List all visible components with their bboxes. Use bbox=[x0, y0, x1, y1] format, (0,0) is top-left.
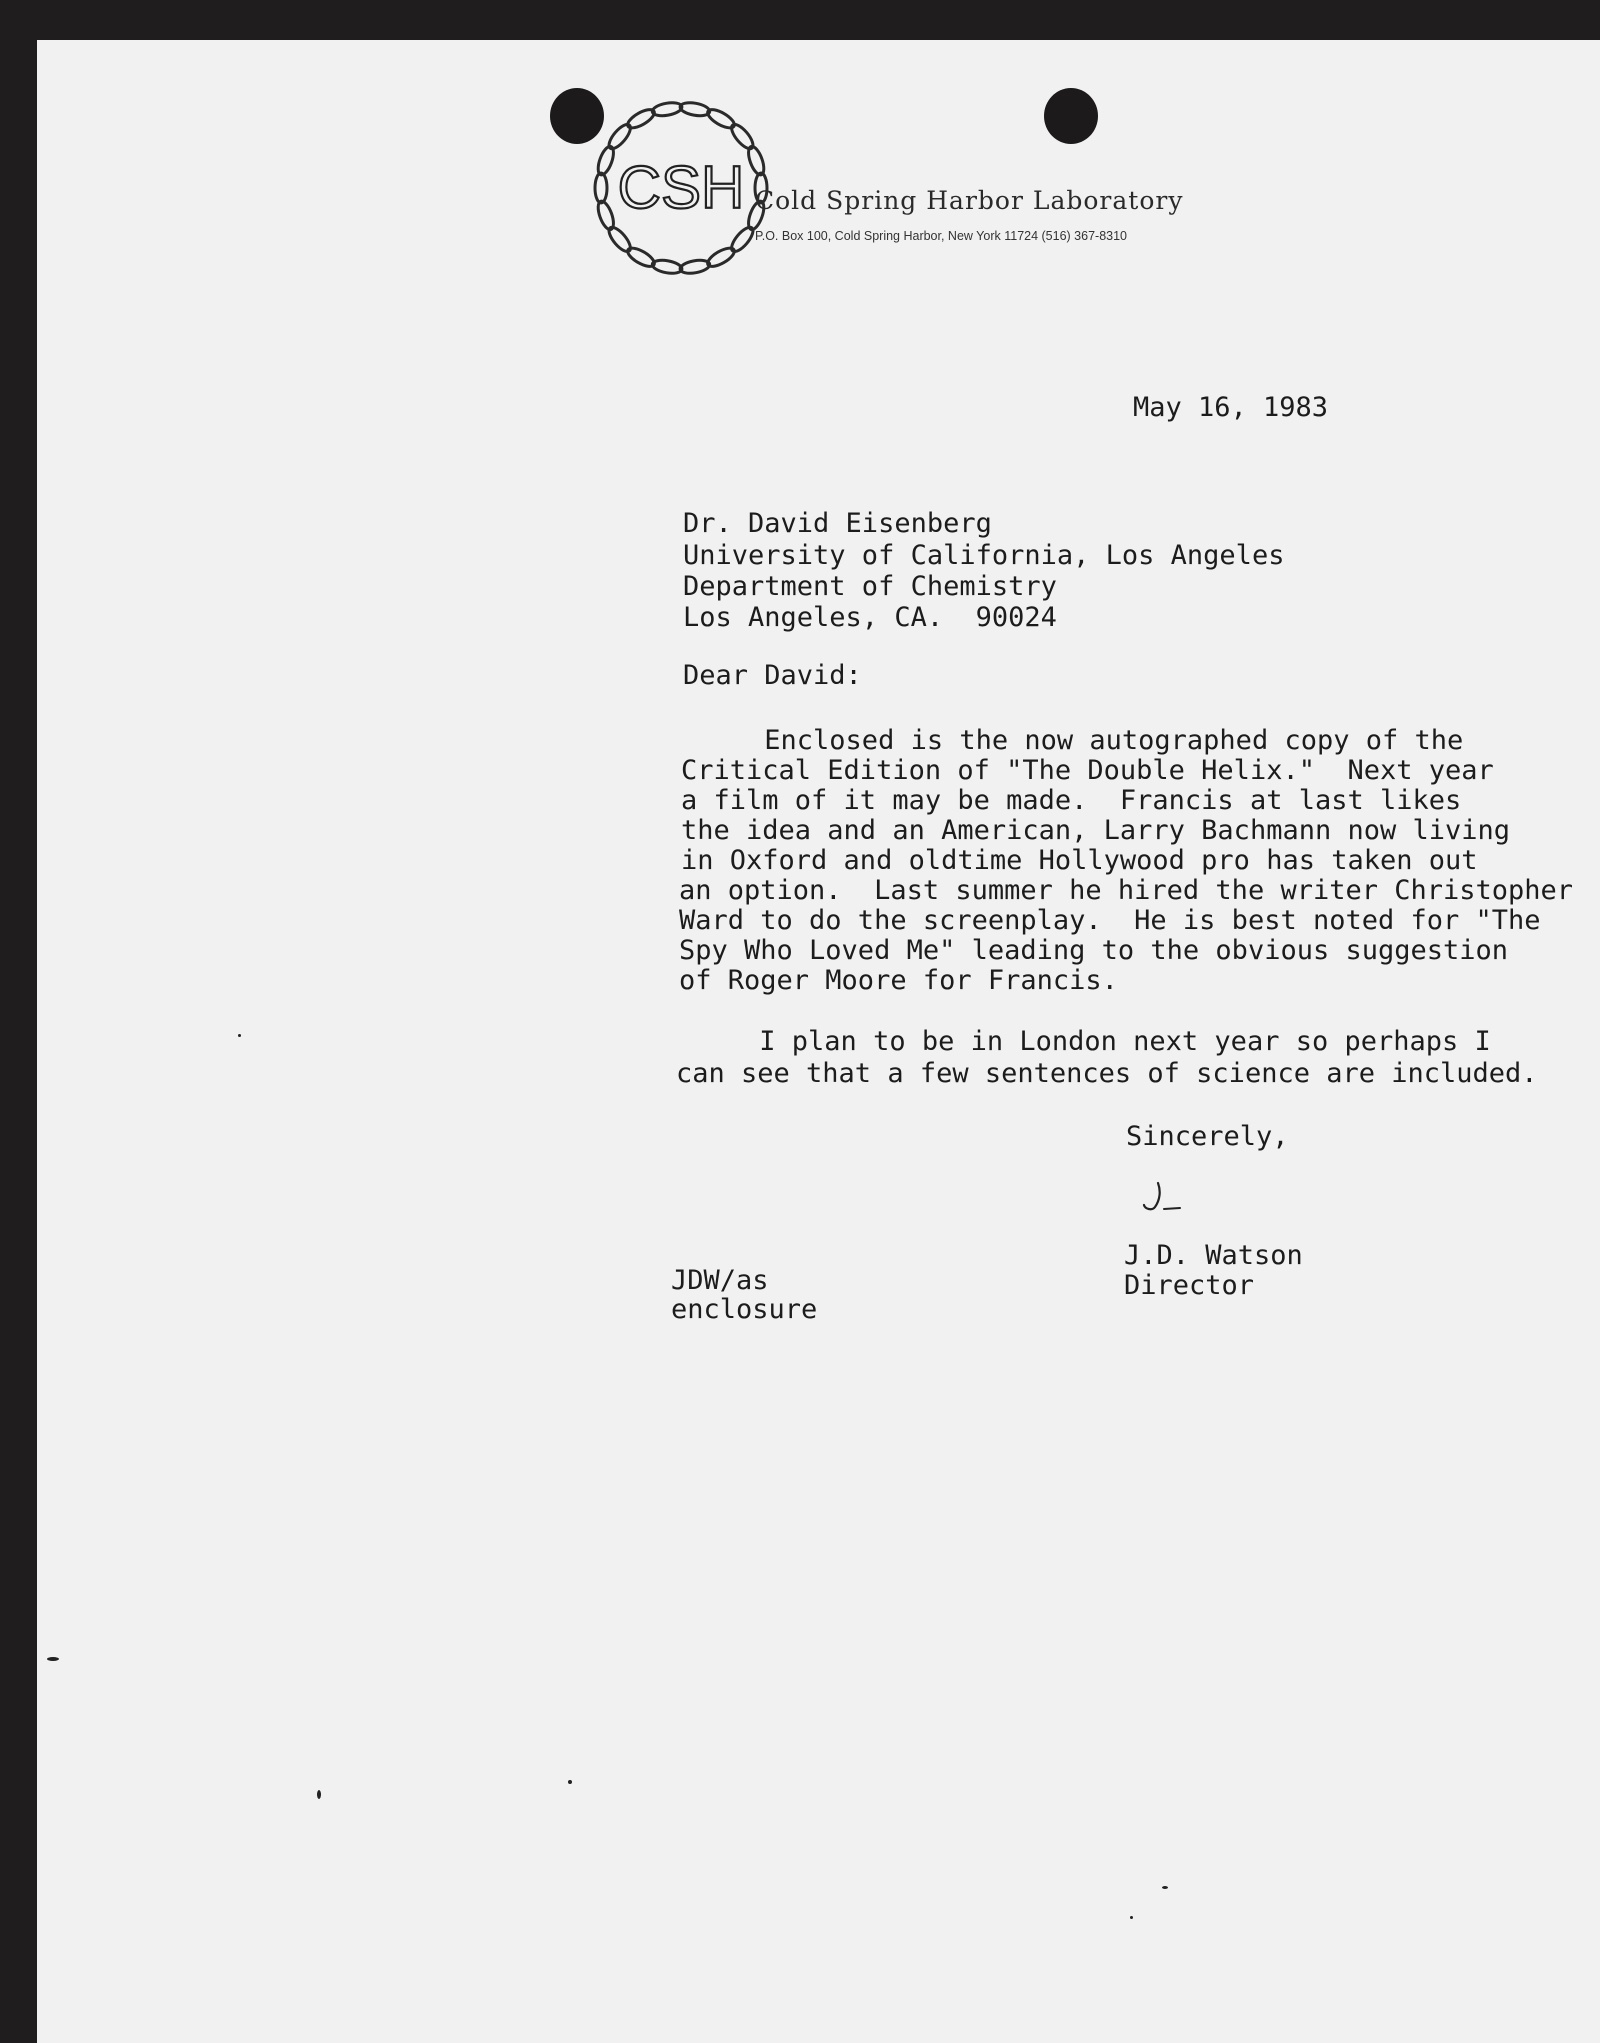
signatory-name: J.D. Watson bbox=[1124, 1240, 1303, 1271]
body-line: can see that a few sentences of science are included. bbox=[676, 1058, 1538, 1089]
punch-hole-right bbox=[1044, 88, 1098, 144]
logo-chain-link bbox=[651, 258, 683, 275]
body-line: an option. Last summer he hired the writer Christopher bbox=[679, 875, 1574, 906]
reference-initials: JDW/as bbox=[671, 1265, 769, 1296]
paper-speck bbox=[238, 1034, 241, 1037]
paper-speck bbox=[1162, 1886, 1168, 1889]
enclosure-note: enclosure bbox=[671, 1294, 818, 1325]
paper-speck bbox=[568, 1780, 572, 1784]
logo-chain-link bbox=[605, 121, 633, 152]
body-line: a film of it may be made. Francis at last likes bbox=[681, 785, 1462, 816]
body-line: Critical Edition of "The Double Helix." Next year bbox=[681, 755, 1494, 786]
logo-chain-link bbox=[679, 101, 711, 118]
logo-chain-link bbox=[679, 258, 711, 275]
salutation: Dear David: bbox=[683, 660, 862, 691]
paper-speck bbox=[1130, 1916, 1133, 1919]
organization-name: Cold Spring Harbor Laboratory bbox=[755, 186, 1184, 215]
closing: Sincerely, bbox=[1126, 1121, 1289, 1152]
body-line: the idea and an American, Larry Bachmann now living bbox=[681, 815, 1511, 846]
signatory-title: Director bbox=[1124, 1270, 1255, 1301]
csh-logo bbox=[585, 92, 777, 284]
body-line: Enclosed is the now autographed copy of the bbox=[683, 725, 1464, 756]
recipient-line: Los Angeles, CA. 90024 bbox=[683, 602, 1057, 633]
body-line: in Oxford and oldtime Hollywood pro has taken out bbox=[681, 845, 1478, 876]
handwritten-signature bbox=[1130, 1175, 1210, 1225]
logo-chain-link bbox=[745, 144, 767, 176]
body-line: I plan to be in London next year so perhaps I bbox=[678, 1026, 1491, 1057]
organization-address: P.O. Box 100, Cold Spring Harbor, New York 11724 (516) 367-8310 bbox=[755, 229, 1127, 243]
logo-text: CSH bbox=[617, 154, 745, 221]
recipient-line: Dr. David Eisenberg bbox=[683, 508, 992, 539]
letter-date: May 16, 1983 bbox=[1133, 392, 1329, 423]
paper-speck bbox=[47, 1657, 59, 1661]
body-line: Spy Who Loved Me" leading to the obvious suggestion bbox=[679, 935, 1509, 966]
logo-chain-link bbox=[728, 224, 756, 255]
recipient-line: University of California, Los Angeles bbox=[683, 540, 1285, 571]
logo-chain-link bbox=[595, 173, 607, 203]
body-line: of Roger Moore for Francis. bbox=[679, 965, 1118, 996]
paper-speck bbox=[317, 1790, 321, 1799]
recipient-line: Department of Chemistry bbox=[683, 571, 1057, 602]
body-line: Ward to do the screenplay. He is best noted for "The bbox=[679, 905, 1541, 936]
logo-chain-link bbox=[595, 199, 617, 231]
logo-chain-link bbox=[651, 101, 683, 118]
